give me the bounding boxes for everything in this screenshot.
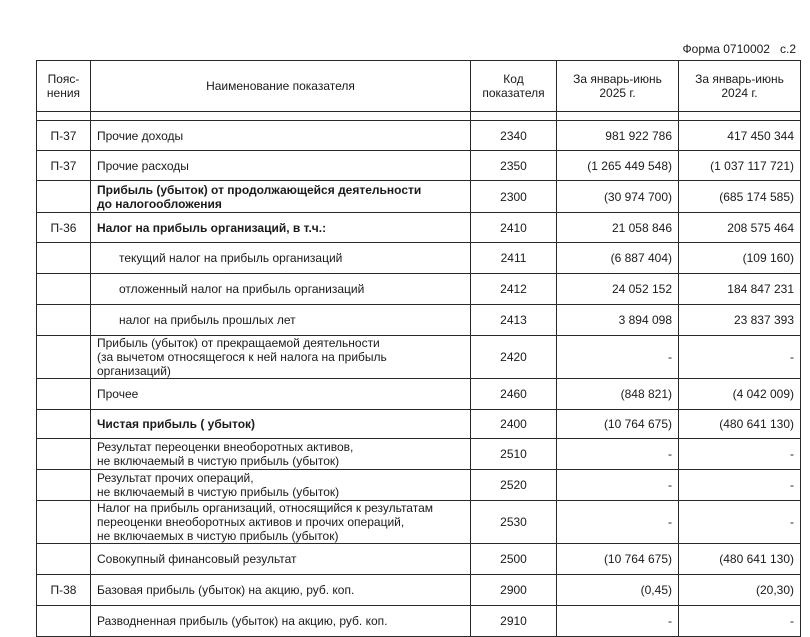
row-value-2024: (1 037 117 721)	[679, 151, 801, 181]
row-code: 2510	[471, 439, 557, 470]
row-ref	[37, 243, 91, 274]
header-period-2025: За январь-июнь 2025 г.	[557, 61, 679, 112]
row-code: 2460	[471, 379, 557, 410]
row-value-2025: (0,45)	[557, 575, 679, 606]
header-code: Код показателя	[471, 61, 557, 112]
table-row	[37, 606, 801, 637]
header-spacer-row	[37, 112, 801, 121]
table-row	[37, 575, 801, 606]
row-name	[91, 544, 471, 575]
table-row	[37, 121, 801, 151]
row-value-2025: (10 764 675)	[557, 544, 679, 575]
row-name-line: Результат переоценки внеоборотных активов,	[97, 440, 354, 454]
row-name	[91, 243, 471, 274]
row-name-line: Прибыль (убыток) от продолжающейся деятельности	[97, 182, 422, 197]
row-name-line: переоценки внеоборотных активов и прочих операций,	[97, 515, 405, 529]
row-value-2024: 417 450 344	[679, 121, 801, 151]
row-name-line: Совокупный финансовый результат	[97, 552, 297, 566]
row-name-line: Разводненная прибыль (убыток) на акцию, руб. коп.	[97, 614, 388, 628]
row-name-line: Налог на прибыль организаций, в т.ч.:	[97, 220, 327, 235]
row-ref	[37, 336, 91, 379]
row-name	[91, 151, 471, 181]
row-code: 2410	[471, 213, 557, 243]
row-code: 2411	[471, 243, 557, 274]
row-code: 2500	[471, 544, 557, 575]
row-ref: П-38	[37, 575, 91, 606]
row-name	[91, 501, 471, 544]
row-ref	[37, 606, 91, 637]
header-name: Наименование показателя	[91, 61, 471, 112]
row-ref: П-37	[37, 121, 91, 151]
row-name	[91, 439, 471, 470]
row-code: 2520	[471, 470, 557, 501]
row-value-2025: (6 887 404)	[557, 243, 679, 274]
row-name-line: не включаемый в чистую прибыль (убыток)	[97, 454, 340, 468]
row-name	[91, 575, 471, 606]
row-ref: П-37	[37, 151, 91, 181]
row-name-line: (за вычетом относящегося к ней налога на прибыль организаций)	[97, 350, 387, 378]
row-name-line: Базовая прибыль (убыток) на акцию, руб. коп.	[97, 583, 355, 597]
row-value-2025: (30 974 700)	[557, 181, 679, 213]
row-name-line: Результат прочих операций,	[97, 471, 254, 485]
row-name	[91, 121, 471, 151]
row-name-line: текущий налог на прибыль организаций	[119, 251, 343, 265]
table-row	[37, 151, 801, 181]
row-value-2024: 23 837 393	[679, 305, 801, 336]
row-value-2024: (685 174 585)	[679, 181, 801, 213]
row-name	[91, 213, 471, 243]
row-name	[91, 470, 471, 501]
row-value-2025: (848 821)	[557, 379, 679, 410]
header-ref: Пояс- нения	[37, 61, 91, 112]
row-value-2024: 184 847 231	[679, 274, 801, 305]
row-name-line: налог на прибыль прошлых лет	[119, 313, 296, 327]
row-value-2024: -	[679, 501, 801, 544]
table-row	[37, 379, 801, 410]
row-ref	[37, 544, 91, 575]
row-name-line: Прочие расходы	[97, 158, 189, 173]
row-code: 2350	[471, 151, 557, 181]
row-name-line: отложенный налог на прибыль организаций	[119, 282, 365, 296]
row-name-line: Налог на прибыль организаций, относящийся к результатам	[97, 501, 434, 515]
row-value-2024: (109 160)	[679, 243, 801, 274]
row-value-2025: (10 764 675)	[557, 410, 679, 439]
row-name-line: Прочее	[97, 387, 139, 401]
row-code: 2420	[471, 336, 557, 379]
row-value-2024: -	[679, 336, 801, 379]
row-value-2025: 3 894 098	[557, 305, 679, 336]
table-row	[37, 470, 801, 501]
row-ref	[37, 439, 91, 470]
row-value-2025: -	[557, 470, 679, 501]
row-name	[91, 410, 471, 439]
row-name	[91, 606, 471, 637]
table-row	[37, 213, 801, 243]
row-value-2024: 208 575 464	[679, 213, 801, 243]
table-row	[37, 439, 801, 470]
header-period-2024: За январь-июнь 2024 г.	[679, 61, 801, 112]
table-row	[37, 544, 801, 575]
row-name-line: Прибыль (убыток) от прекращаемой деятельности	[97, 336, 380, 350]
row-name	[91, 305, 471, 336]
row-value-2024: (480 641 130)	[679, 410, 801, 439]
row-value-2025: 24 052 152	[557, 274, 679, 305]
row-name-line: Прочие доходы	[97, 128, 184, 143]
row-ref	[37, 501, 91, 544]
table-body	[37, 112, 801, 637]
row-value-2024: -	[679, 439, 801, 470]
row-name-line: не включаемых в чистую прибыль (убыток)	[97, 529, 339, 543]
row-ref	[37, 379, 91, 410]
row-code: 2340	[471, 121, 557, 151]
table-row	[37, 305, 801, 336]
row-value-2024: -	[679, 606, 801, 637]
table-row	[37, 274, 801, 305]
table-row	[37, 243, 801, 274]
table-header-row	[37, 61, 801, 112]
row-value-2024: (20,30)	[679, 575, 801, 606]
row-name	[91, 379, 471, 410]
row-name-line: до налогообложения	[97, 196, 222, 211]
row-ref	[37, 305, 91, 336]
row-code: 2412	[471, 274, 557, 305]
row-name	[91, 274, 471, 305]
row-ref: П-36	[37, 213, 91, 243]
row-code: 2413	[471, 305, 557, 336]
table-row	[37, 336, 801, 379]
row-name-line: Чистая прибыль ( убыток)	[97, 417, 256, 431]
row-name	[91, 181, 471, 213]
row-value-2025: -	[557, 606, 679, 637]
row-value-2024: (4 042 009)	[679, 379, 801, 410]
table-row	[37, 410, 801, 439]
table-row	[37, 181, 801, 213]
row-value-2025: (1 265 449 548)	[557, 151, 679, 181]
row-value-2024: -	[679, 470, 801, 501]
row-value-2024: (480 641 130)	[679, 544, 801, 575]
row-ref	[37, 274, 91, 305]
row-code: 2900	[471, 575, 557, 606]
row-value-2025: -	[557, 501, 679, 544]
row-name	[91, 336, 471, 379]
row-value-2025: -	[557, 336, 679, 379]
row-name-line: не включаемый в чистую прибыль (убыток)	[97, 485, 340, 499]
row-value-2025: 981 922 786	[557, 121, 679, 151]
row-ref	[37, 410, 91, 439]
row-code: 2400	[471, 410, 557, 439]
row-value-2025: -	[557, 439, 679, 470]
row-code: 2530	[471, 501, 557, 544]
table-row	[37, 501, 801, 544]
row-ref	[37, 470, 91, 501]
financial-results-table	[36, 60, 801, 637]
form-label: Форма 0710002 с.2	[682, 42, 796, 56]
row-code: 2300	[471, 181, 557, 213]
row-ref	[37, 181, 91, 213]
row-code: 2910	[471, 606, 557, 637]
row-value-2025: 21 058 846	[557, 213, 679, 243]
